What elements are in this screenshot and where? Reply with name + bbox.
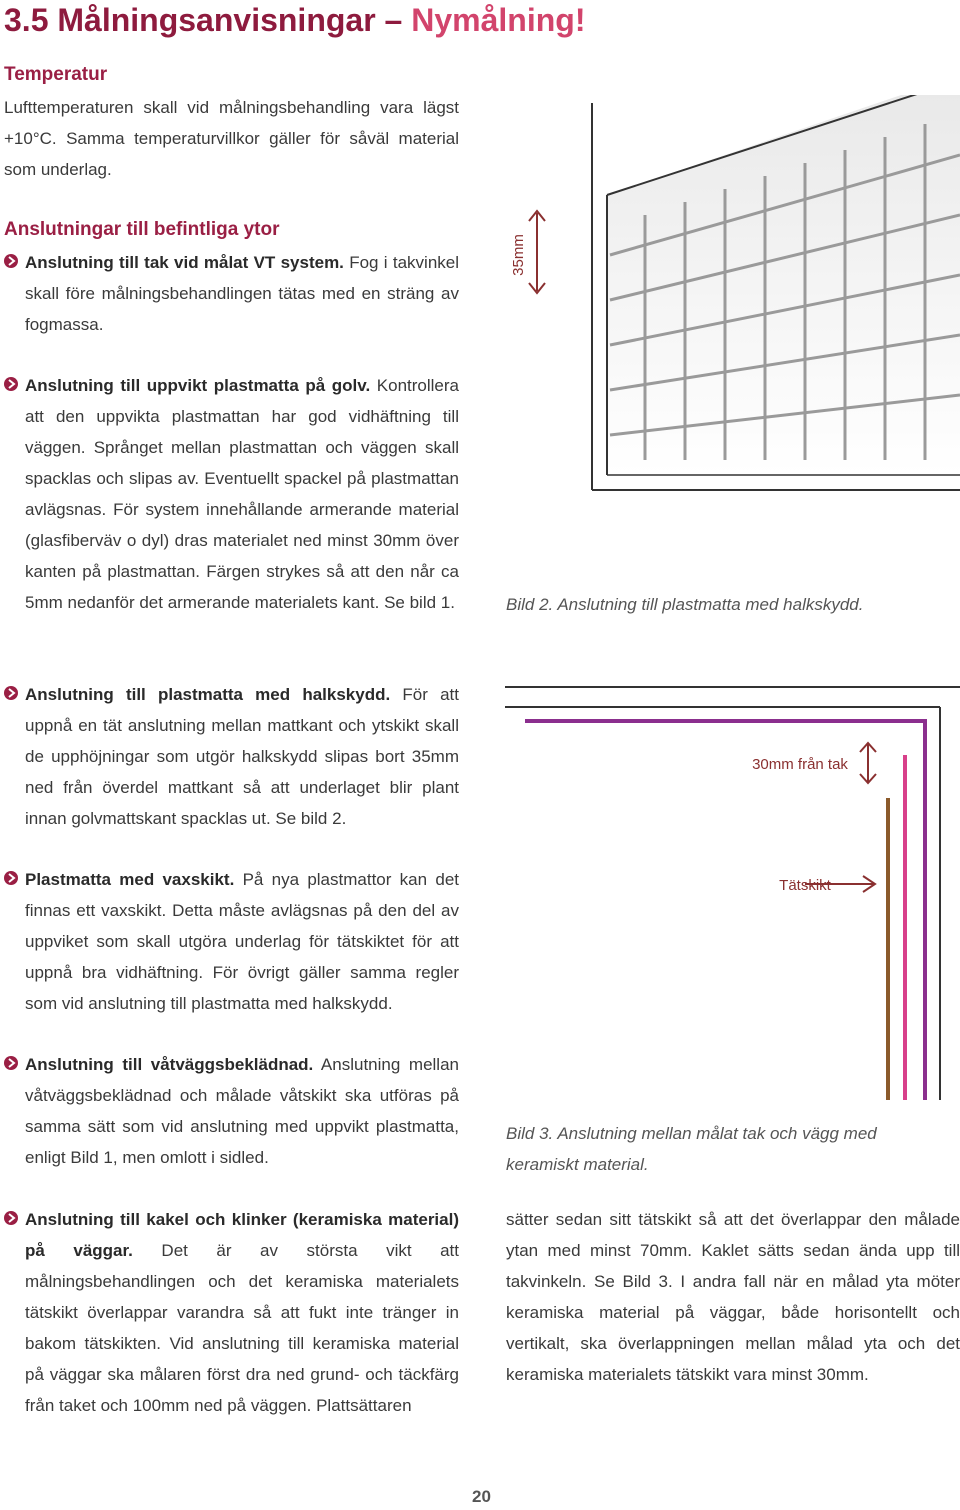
bullet-arrow-icon <box>4 253 18 269</box>
item-text: Kontrollera att den uppvikta plastmattan har god vidhäftning till väggen. Språnget mellan plastmattan och väggen skall spacklas och slipas av. Eventuellt spackel på plastmattan avlägsnas. För system innehållande armerande material (glasfiberväv o dyl) dras materialet ned minst 30mm över kanten på plastmattan. Färgen strykes så att den når ca 5mm nedanför det armerande materialets kant. Se bild 1. <box>25 376 459 612</box>
list-item <box>25 247 459 340</box>
item-title: Plastmatta med vaxskikt. <box>25 870 235 889</box>
item-title: Anslutning till uppvikt plastmatta på golv. <box>25 376 371 395</box>
list-item <box>25 370 459 618</box>
list-item <box>25 1049 459 1173</box>
item-text: Det är av största vikt att målningsbehandlingen och det keramiska materialets tätskikt överlappar varandra så att fukt inte tränger in bakom tätskikten. Vid anslutning till keramiska material på väggar ska målaren först dra ned grund- och täckfärg från taket och 100mm ned på väggen. Plattsättaren <box>25 1241 459 1415</box>
title-highlight: Nymålning! <box>411 2 586 38</box>
figure-3-illustration <box>500 680 960 1100</box>
list-item <box>25 1204 459 1421</box>
item-text: För att uppnå en tät anslutning mellan mattkant och ytskikt skall de upphöjningar som utgör halkskydd slipas bort 35mm ned från överdel mattkant så att underlaget blir plant innan golvmattskant spacklas ut. Se bild 2. <box>25 685 459 828</box>
bullet-arrow-icon <box>4 1055 18 1071</box>
bullet-arrow-icon <box>4 685 18 701</box>
bullet-arrow-icon <box>4 376 18 392</box>
dimension-arrow <box>860 743 876 783</box>
item-title: Anslutning till tak vid målat VT system. <box>25 253 344 272</box>
temperature-text: Lufttemperaturen skall vid målningsbehandling vara lägst +10°C. Samma temperaturvillkor gäller för såväl material som underlag. <box>4 98 459 179</box>
dimension-label: 35mm <box>510 234 527 276</box>
page-number: 20 <box>472 1487 491 1506</box>
paint-layer <box>525 721 925 1100</box>
temperature-heading: Temperatur <box>4 64 108 85</box>
bullet-arrow-icon <box>4 870 18 886</box>
item-text: På nya plastmattor kan det finnas ett vaxskikt. Detta måste avlägsnas på den del av uppviket som skall utgöra underlag för tätskiktet för att uppnå bra vidhäftning. För övrigt gäller samma regler som vid anslutning till plastmatta med halkskydd. <box>25 870 459 1013</box>
title-main: 3.5 Målningsanvisningar – <box>4 2 412 38</box>
figure-3-caption: Bild 3. Anslutning mellan målat tak och vägg med keramiskt material. <box>506 1124 877 1174</box>
dimension-label: 30mm från tak <box>752 756 848 773</box>
figure-2-illustration <box>495 95 960 495</box>
continued-text: sätter sedan sitt tätskikt så att det överlappar den målade ytan med minst 70mm. Kaklet sätts sedan ända upp till takvinkeln. Se Bild 3. I andra fall när en målad yta möter keramiska material på väggar, både horisontellt och vertikalt, ska överlappningen mellan målad yta och det keramiska materialets tätskikt vara minst 30mm. <box>506 1210 960 1384</box>
list-item <box>25 864 459 1019</box>
figure-2-caption: Bild 2. Anslutning till plastmatta med halkskydd. <box>506 595 864 614</box>
bullet-arrow-icon <box>4 1210 18 1226</box>
item-title: Anslutning till våtväggsbeklädnad. <box>25 1055 314 1074</box>
dimension-arrow <box>529 211 545 293</box>
page-title <box>4 2 585 39</box>
item-text: Fog i takvinkel skall före målningsbehandlingen tätas med en sträng av fogmassa. <box>25 253 460 334</box>
connections-heading: Anslutningar till befintliga ytor <box>4 219 280 240</box>
item-title: Anslutning till plastmatta med halkskydd. <box>25 685 391 704</box>
item-text: Anslutning mellan våtväggsbeklädnad och målade våtskikt ska utföras på samma sätt som vid anslutning med uppvikt plastmatta, enligt Bild 1, men omlott i sidled. <box>25 1055 459 1167</box>
item-title: Anslutning till kakel och klinker (keramiska material) på väggar. <box>25 1210 459 1260</box>
list-item <box>25 679 459 834</box>
membrane-label: Tätskikt <box>779 877 831 894</box>
